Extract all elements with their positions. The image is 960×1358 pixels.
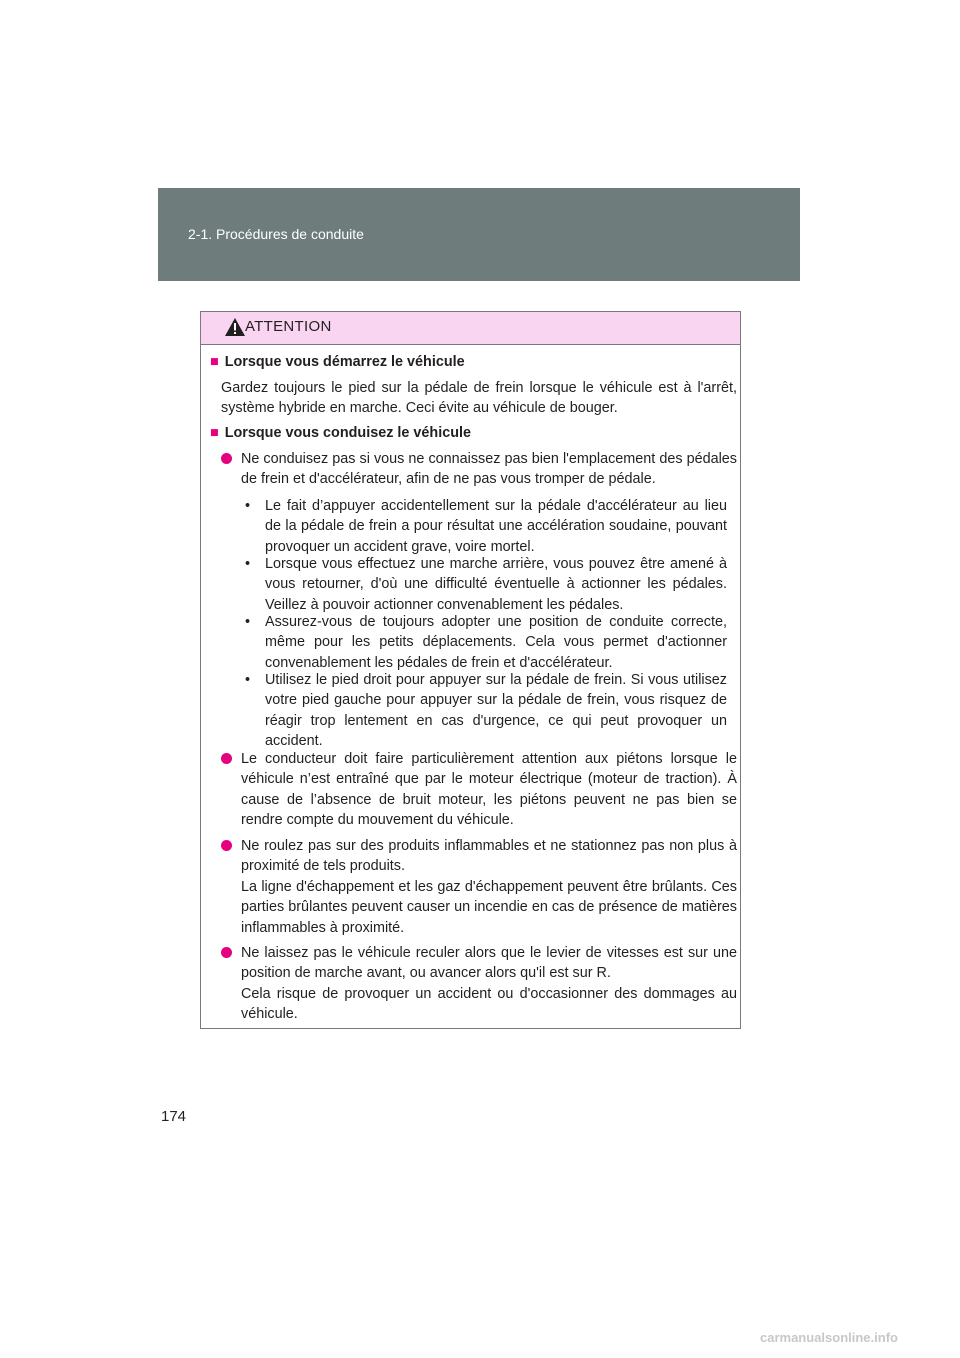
caution-title: ATTENTION (245, 318, 332, 335)
section-title: 2-1. Procédures de conduite (188, 226, 364, 242)
header-band (158, 188, 800, 281)
list-item: Ne conduisez pas si vous ne connaissez pas bien l'emplacement des pédales de frein et d'accélérateur, afin de ne pas vous tromper de pédale. (221, 449, 737, 490)
warning-triangle-icon (224, 317, 246, 337)
bullet-mark: • (245, 556, 251, 572)
bullet-dot-icon (221, 840, 232, 851)
list-item: Ne roulez pas sur des produits inflammables et ne stationnez pas non plus à proximité de tels produits. La ligne d'échappement et les gaz d'échappement peuvent être brûlants. Ces parties brûlantes peuvent causer un incendie en cas de présence de matières inflammables à proximité. (221, 836, 737, 938)
bullet-mark: • (245, 614, 251, 630)
bullet-mark: • (245, 672, 251, 688)
square-bullet-icon: ■ (210, 354, 219, 370)
square-bullet-icon: ■ (210, 425, 219, 441)
section-paragraph: Gardez toujours le pied sur la pédale de frein lorsque le véhicule est à l'arrêt, système hybride en marche. Ceci évite au véhicule de bouger. (221, 380, 737, 417)
bullet-mark: • (245, 498, 251, 514)
sub-list-item: • Le fait d’appuyer accidentellement sur la pédale d'accélérateur au lieu de la pédale de frein a pour résultat une accélération soudaine, pouvant provoquer un accident grave, voire mortel. (245, 498, 727, 555)
bullet-dot-icon (221, 753, 232, 764)
caution-box (200, 311, 741, 1029)
list-item: Ne laissez pas le véhicule reculer alors que le levier de vitesses est sur une position de marche avant, ou avancer alors qu'il est sur R. Cela risque de provoquer un accident ou d'occasionner des dommages au véhicule. (221, 943, 737, 1025)
sub-list-item: • Lorsque vous effectuez une marche arrière, vous pouvez être amené à vous retourner, d'où une difficulté éventuelle à actionner les pédales. Veillez à pouvoir actionner convenablement les pédales. (245, 556, 727, 613)
page-number: 174 (161, 1108, 187, 1125)
caution-header (201, 312, 740, 345)
bullet-dot-icon (221, 947, 232, 958)
section-heading: ■ Lorsque vous démarrez le véhicule (210, 354, 465, 370)
section-heading: ■ Lorsque vous conduisez le véhicule (210, 425, 472, 441)
sub-list-item: • Assurez-vous de toujours adopter une position de conduite correcte, même pour les petits déplacements. Cela vous permet d'actionner convenablement les pédales de frein et d'accélérateur. (245, 614, 727, 671)
bullet-dot-icon (221, 453, 232, 464)
watermark: carmanualsonline.info (760, 1330, 898, 1345)
list-item: Le conducteur doit faire particulièrement attention aux piétons lorsque le véhicule n’est entraîné que par le moteur électrique (moteur de traction). À cause de l’absence de bruit moteur, les piétons peuvent ne pas bien se rendre compte du mouvement du véhicule. (221, 749, 737, 831)
sub-list-item: • Utilisez le pied droit pour appuyer sur la pédale de frein. Si vous utilisez votre pied gauche pour appuyer sur la pédale de frein, vous risquez de réagir trop lentement en cas d'urgence, ce qui peut provoquer un accident. (245, 672, 727, 750)
